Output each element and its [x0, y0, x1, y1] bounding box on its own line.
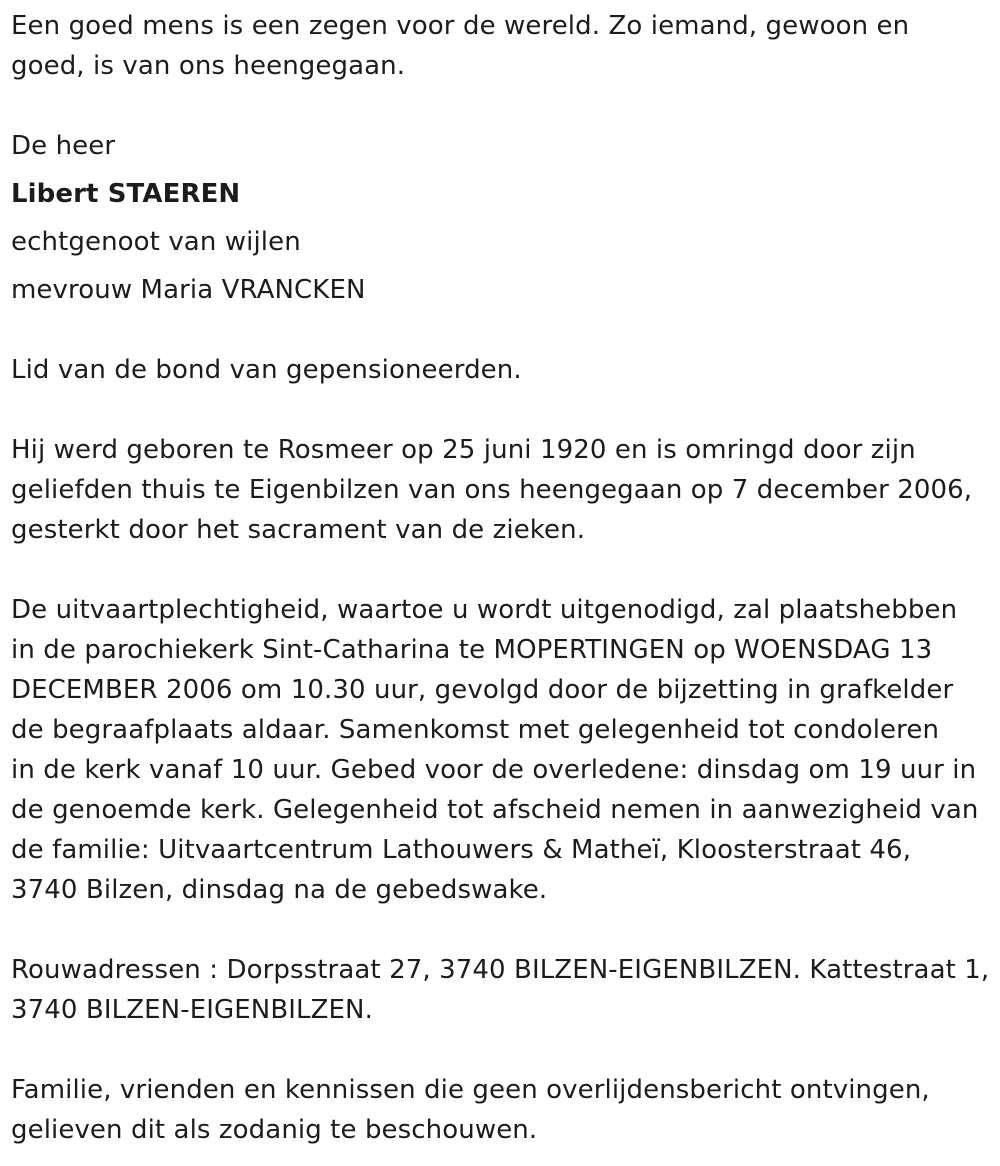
funeral-line-2: in de parochiekerk Sint-Catharina te MOPERTINGEN op WOENSDAG 13 [11, 635, 933, 665]
funeral-line-6: de genoemde kerk. Gelegenheid tot afscheid nemen in aanwezigheid van [11, 795, 979, 825]
addresses-line-2: 3740 BILZEN-EIGENBILZEN. [11, 995, 373, 1025]
closing-line-1: Familie, vrienden en kennissen die geen overlijdensbericht ontvingen, [11, 1075, 930, 1105]
deceased-spouse: mevrouw Maria VRANCKEN [11, 275, 366, 305]
intro-line-2: goed, is van ons heengegaan. [11, 51, 406, 81]
birth-death-line-1: Hij werd geboren te Rosmeer op 25 juni 1920 en is omringd door zijn [11, 435, 916, 465]
funeral-line-8: 3740 Bilzen, dinsdag na de gebedswake. [11, 875, 548, 905]
deceased-relation: echtgenoot van wijlen [11, 227, 301, 257]
intro-line-1: Een goed mens is een zegen voor de wereld. Zo iemand, gewoon en [11, 11, 910, 41]
deceased-title: De heer [11, 131, 116, 161]
birth-death-line-3: gesterkt door het sacrament van de zieken. [11, 515, 586, 545]
deceased-name: Libert STAEREN [11, 179, 241, 209]
membership-line: Lid van de bond van gepensioneerden. [11, 355, 522, 385]
funeral-line-4: de begraafplaats aldaar. Samenkomst met gelegenheid tot condoleren [11, 715, 940, 745]
addresses-line-1: Rouwadressen : Dorpsstraat 27, 3740 BILZEN-EIGENBILZEN. Kattestraat 1, [11, 955, 990, 985]
birth-death-line-2: geliefden thuis te Eigenbilzen van ons heengegaan op 7 december 2006, [11, 475, 973, 505]
funeral-line-5: in de kerk vanaf 10 uur. Gebed voor de overledene: dinsdag om 19 uur in [11, 755, 977, 785]
funeral-line-1: De uitvaartplechtigheid, waartoe u wordt uitgenodigd, zal plaatshebben [11, 595, 958, 625]
closing-line-2: gelieven dit als zodanig te beschouwen. [11, 1115, 538, 1145]
funeral-line-3: DECEMBER 2006 om 10.30 uur, gevolgd door de bijzetting in grafkelder [11, 675, 954, 705]
funeral-line-7: de familie: Uitvaartcentrum Lathouwers & Matheï, Kloosterstraat 46, [11, 835, 912, 865]
